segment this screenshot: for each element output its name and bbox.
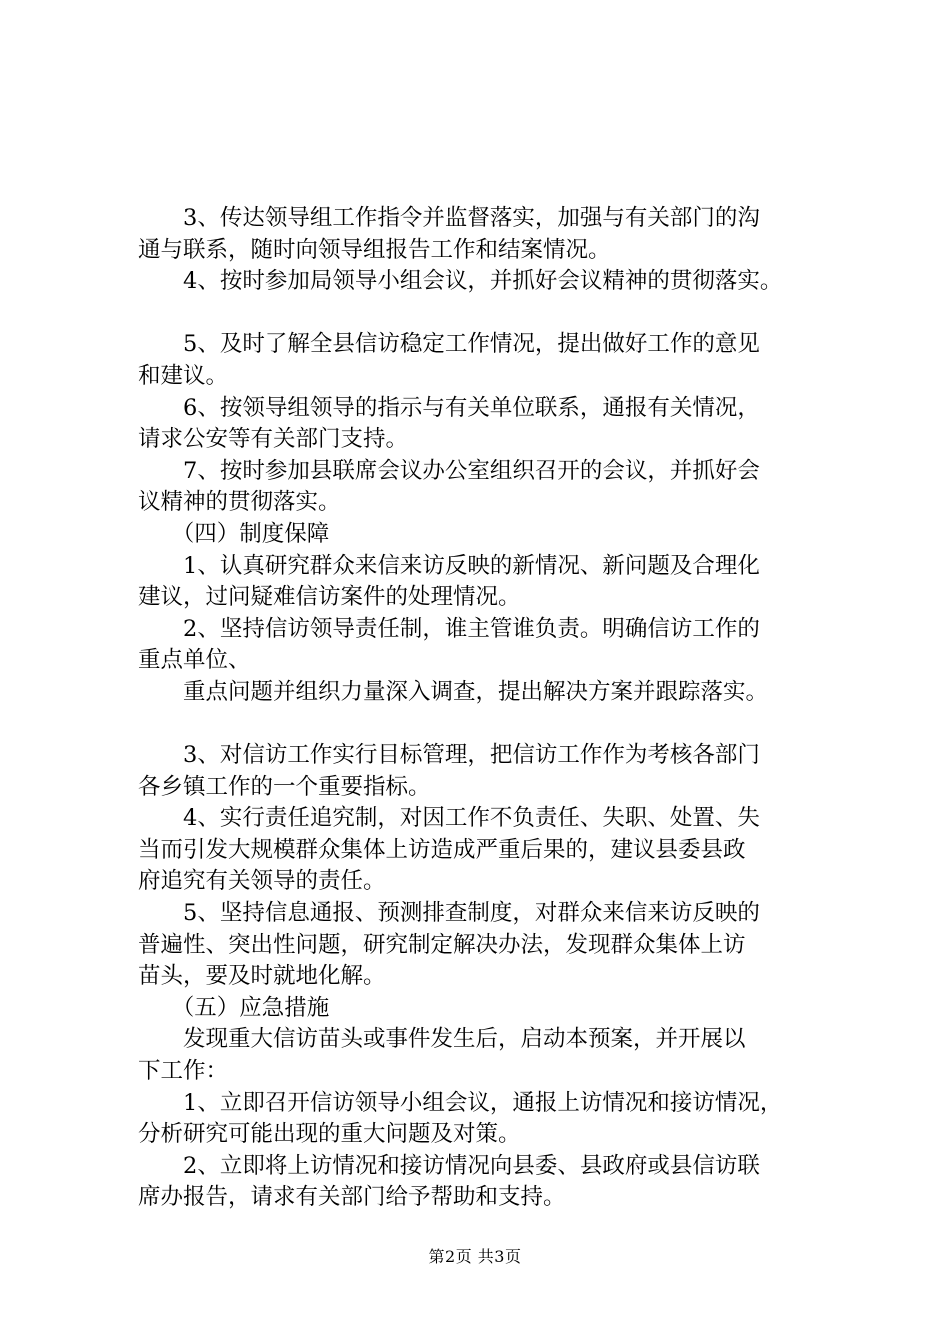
text-line: 席办报告，请求有关部门给予帮助和支持。: [138, 1184, 566, 1211]
text-line: 5、坚持信息通报、预测排查制度，对群众来信来访反映的: [138, 900, 760, 927]
text-line: 议精神的贯彻落实。: [138, 489, 341, 516]
text-line: 重点问题并组织力量深入调查，提出解决方案并跟踪落实。: [138, 678, 769, 705]
text-line: 1、认真研究群众来信来访反映的新情况、新问题及合理化: [138, 552, 760, 579]
text-line: 2、立即将上访情况和接访情况向县委、县政府或县信访联: [138, 1152, 760, 1179]
text-line: 分析研究可能出现的重大问题及对策。: [138, 1121, 521, 1148]
text-line: 4、实行责任追究制，对因工作不负责任、失职、处置、失: [138, 805, 760, 832]
text-line: 3、对信访工作实行目标管理，把信访工作作为考核各部门: [138, 742, 760, 769]
text-line: 7、按时参加县联席会议办公室组织召开的会议，并抓好会: [138, 457, 760, 484]
text-line: 重点单位、: [138, 647, 251, 674]
text-line: 发现重大信访苗头或事件发生后，启动本预案，并开展以: [138, 1026, 746, 1053]
section-heading: （五）应急措施: [138, 994, 330, 1021]
text-line: 5、及时了解全县信访稳定工作情况，提出做好工作的意见: [138, 331, 760, 358]
text-line: 下工作：: [138, 1058, 229, 1085]
text-line: 和建议。: [138, 362, 229, 389]
section-heading: （四）制度保障: [138, 520, 330, 547]
text-line: 普遍性、突出性问题，研究制定解决办法，发现群众集体上访: [138, 931, 746, 958]
blank-line: [138, 298, 850, 330]
text-line: 6、按领导组领导的指示与有关单位联系，通报有关情况，: [138, 394, 760, 421]
document-body: [138, 203, 850, 1214]
text-line: 4、按时参加局领导小组会议，并抓好会议精神的贯彻落实。: [138, 268, 783, 295]
text-line: 当而引发大规模群众集体上访造成严重后果的，建议县委县政: [138, 836, 746, 863]
text-line: 苗头，要及时就地化解。: [138, 963, 386, 990]
blank-line: [138, 709, 850, 741]
text-line: 通与联系，随时向领导组报告工作和结案情况。: [138, 236, 611, 263]
text-line: 1、立即召开信访领导小组会议，通报上访情况和接访情况，: [138, 1089, 783, 1116]
text-line: 请求公安等有关部门支持。: [138, 426, 409, 453]
text-line: 3、传达领导组工作指令并监督落实，加强与有关部门的沟: [138, 205, 760, 231]
text-line: 2、坚持信访领导责任制，谁主管谁负责。明确信访工作的: [138, 615, 760, 642]
text-line: 建议，过问疑难信访案件的处理情况。: [138, 584, 521, 611]
text-line: 各乡镇工作的一个重要指标。: [138, 773, 431, 800]
page-number-footer: 第2页 共3页: [428, 1247, 522, 1266]
text-line: 府追究有关领导的责任。: [138, 868, 386, 895]
